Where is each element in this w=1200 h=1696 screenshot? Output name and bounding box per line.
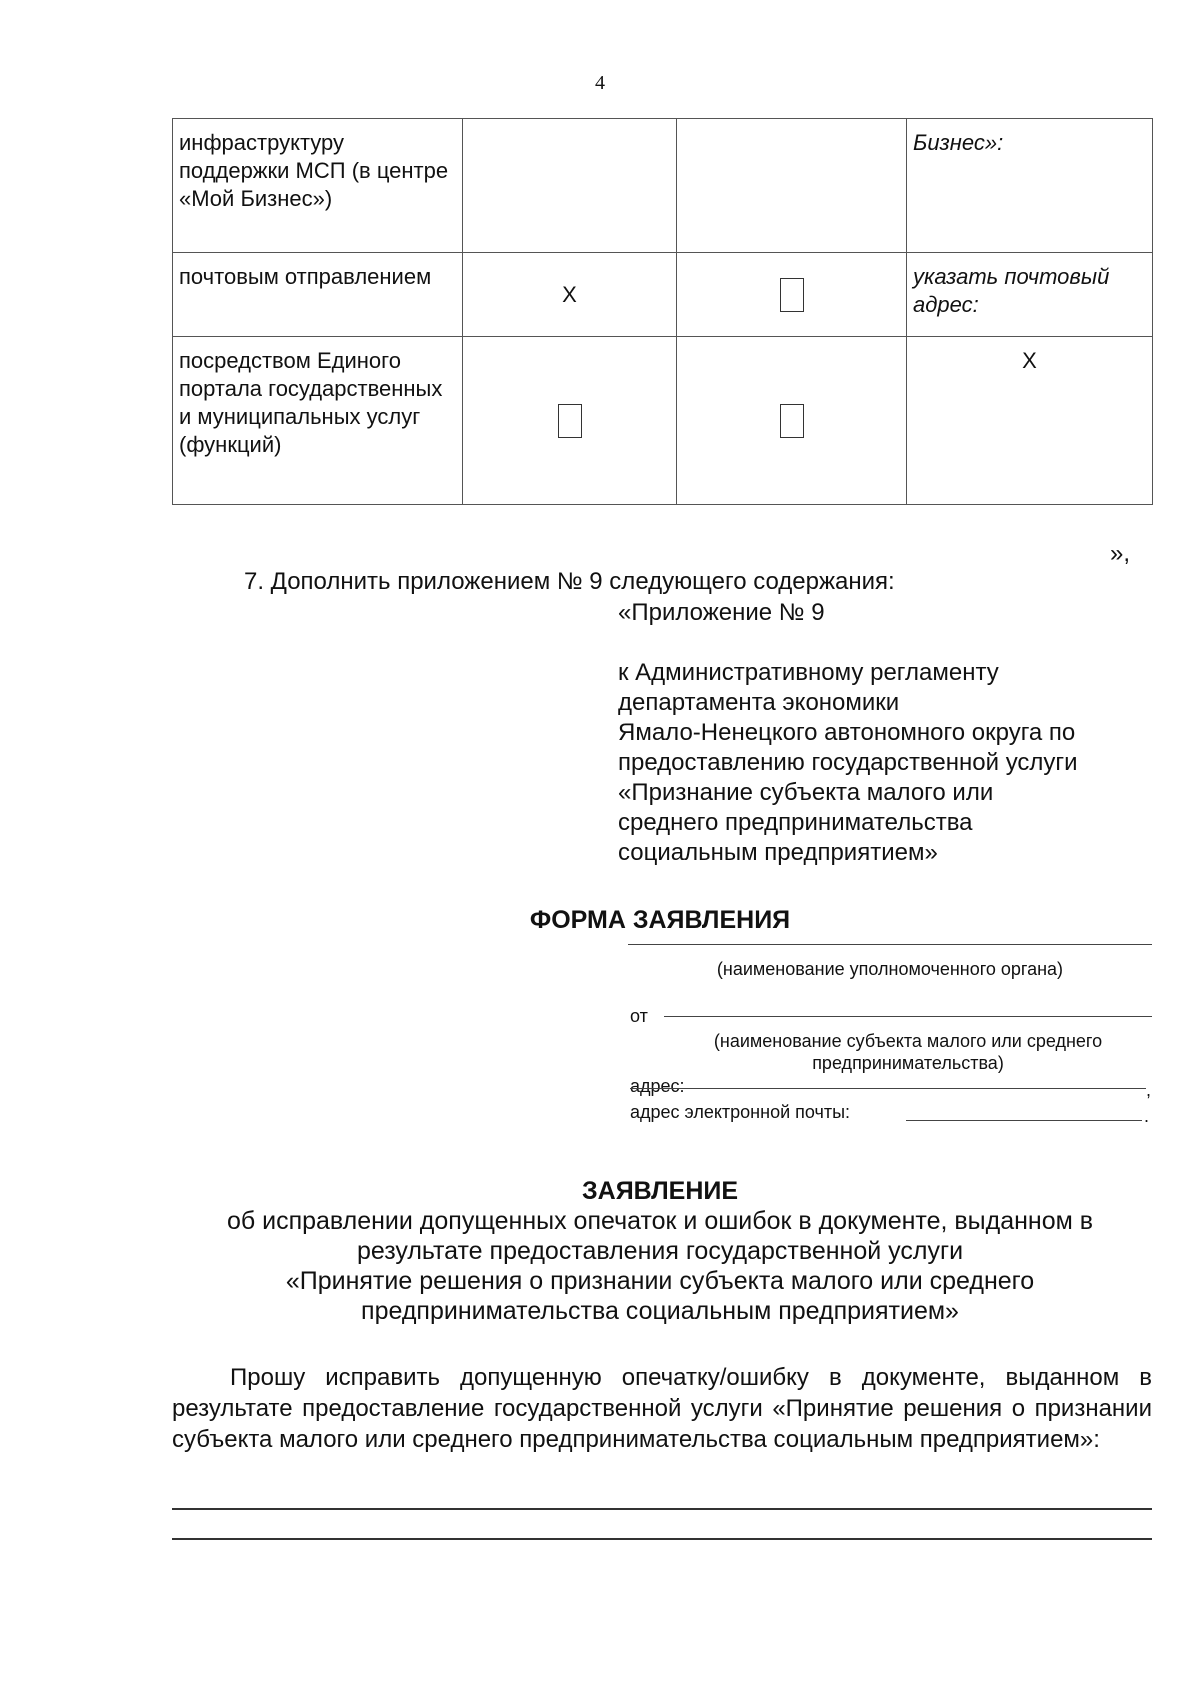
application-subtitle: «Принятие решения о признании субъекта малого или среднего <box>285 1267 1035 1295</box>
fill-line[interactable] <box>172 1508 1152 1510</box>
subject-caption: (наименование субъекта малого или среднего предпринимательства) <box>713 1031 1103 1073</box>
address-line[interactable] <box>630 1088 1146 1089</box>
subject-line[interactable] <box>664 1016 1152 1017</box>
cell <box>677 253 907 337</box>
appendix-line: департамента экономики <box>618 689 900 716</box>
appendix-line: «Признание субъекта малого или <box>618 779 994 806</box>
appendix-line: среднего предпринимательства <box>618 809 973 836</box>
table-row <box>173 253 1153 337</box>
method-cell: почтовым отправлением <box>173 253 463 337</box>
application-subtitle: об исправлении допущенных опечаток и ошибок в документе, выданном в <box>226 1207 1094 1235</box>
checkbox[interactable] <box>558 404 582 438</box>
amendment-item: 7. Дополнить приложением № 9 следующего содержания: <box>244 568 895 595</box>
cell <box>677 119 907 253</box>
appendix-line: предоставлению государственной услуги <box>618 749 1078 776</box>
application-title: ЗАЯВЛЕНИЕ <box>581 1177 739 1205</box>
appendix-header <box>618 598 1138 868</box>
appendix-line: к Административному регламенту <box>618 659 999 686</box>
note-cell: указать почтовый адрес: <box>907 253 1153 337</box>
checkbox[interactable] <box>780 278 804 312</box>
checkbox[interactable] <box>780 404 804 438</box>
note-cell: Бизнес»: <box>907 119 1153 253</box>
appendix-title: «Приложение № 9 <box>618 599 825 626</box>
email-line[interactable] <box>906 1120 1142 1121</box>
email-label: адрес электронной почты: <box>630 1102 851 1122</box>
appendix-line: Ямало-Ненецкого автономного округа по <box>618 719 1076 746</box>
application-subtitle: результате предоставления государственной услуги <box>356 1237 964 1265</box>
cell: Х <box>463 253 677 337</box>
cell <box>463 337 677 505</box>
address-label: адрес: <box>630 1076 685 1096</box>
method-cell: посредством Единого портала государственных и муниципальных услуг (функций) <box>173 337 463 505</box>
closing-quote: », <box>1110 540 1131 567</box>
email-end: . <box>1144 1106 1150 1126</box>
authority-line[interactable] <box>628 944 1152 945</box>
method-cell: инфраструктуру поддержки МСП (в центре «Мой Бизнес») <box>173 119 463 253</box>
address-end: , <box>1146 1080 1152 1100</box>
page-number: 4 <box>595 72 605 94</box>
from-label: от <box>630 1006 648 1026</box>
table-row <box>173 119 1153 253</box>
note-cell: Х <box>907 337 1153 505</box>
form-title: ФОРМА ЗАЯВЛЕНИЯ <box>529 906 791 934</box>
application-heading <box>190 1176 1130 1326</box>
table-row <box>173 337 1153 505</box>
application-subtitle: предпринимательства социальным предприятием» <box>361 1297 959 1325</box>
cell <box>677 337 907 505</box>
authority-caption: (наименование уполномоченного органа) <box>716 959 1064 979</box>
fill-line[interactable] <box>172 1538 1152 1540</box>
cell <box>463 119 677 253</box>
submission-methods-table <box>172 118 1153 505</box>
application-body: Прошу исправить допущенную опечатку/ошибку в документе, выданном в результате предоставление государственной услуги «Принятие решения о признании субъекта малого или среднего предпринимательства социальным предприятием»: <box>172 1364 1152 1453</box>
appendix-line: социальным предприятием» <box>618 839 938 866</box>
